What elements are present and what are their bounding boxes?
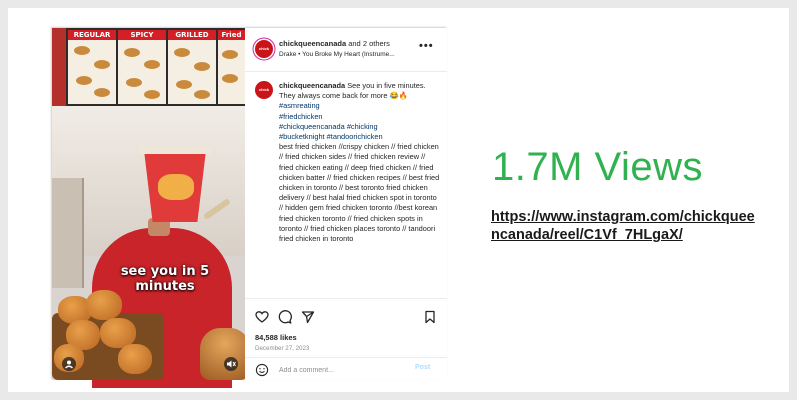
reel-video[interactable] <box>52 28 245 380</box>
audio-track[interactable]: Drake • You Broke My Heart (Instrume... <box>279 51 395 58</box>
menu-board <box>66 28 245 106</box>
likes-count[interactable]: 84,588 likes <box>255 333 297 342</box>
more-icon[interactable]: ••• <box>419 40 434 52</box>
caption-keywords: best fried chicken //crispy chicken // fried chicken // fried chicken sides // fried chicken review // fried chicken eating // deep fried chicken // fried chicken batter // fried chicken recipes // best fried chicken in toronto // best toronto fried chicken delivery // best halal fried chicken spot in toronto // hidden gem fried chicken toronto //best korean fried chicken toronto // fried chicken spots in toronto // fried chicken places toronto // tandoori fried chicken in toronto <box>279 142 440 244</box>
hashtag[interactable]: #tandoorichicken <box>326 132 383 142</box>
post-actions <box>245 298 447 380</box>
comment-row <box>245 357 447 381</box>
fried-chicken-piece <box>86 290 122 320</box>
caption-text: See you in five minutes. They always come back for more 😂🔥 <box>279 81 426 101</box>
bucket-mascot <box>158 174 194 200</box>
heart-icon[interactable] <box>255 310 269 324</box>
menu-panel-regular <box>68 30 116 104</box>
avatar[interactable] <box>255 40 273 69</box>
hashtag[interactable]: #asmreating <box>279 101 320 111</box>
caption-avatar-logo-text: chick queen <box>258 87 270 110</box>
menu-header-fried: Fried <box>218 30 245 40</box>
menu-header-spicy: SPICY <box>118 30 166 40</box>
shelf <box>52 178 84 288</box>
instagram-post <box>51 27 446 379</box>
post-date: December 27, 2023 <box>255 345 310 352</box>
post-header <box>245 28 447 72</box>
left-sign <box>52 28 66 106</box>
bucket-rim <box>138 146 212 154</box>
menu-header-grilled: GRILLED <box>168 30 216 40</box>
video-overlay-text: see you in 5 minutes <box>120 264 210 294</box>
share-icon[interactable] <box>301 310 315 324</box>
tag-user-icon[interactable] <box>62 357 76 371</box>
comment-input[interactable] <box>279 364 409 376</box>
hashtag[interactable]: #chicking <box>346 121 378 131</box>
post-comment-button[interactable]: Post <box>415 364 431 371</box>
menu-panel-grilled <box>168 30 216 104</box>
reel-link[interactable]: https://www.instagram.com/chickqueencanada/reel/C1Vf_7HLgaX/ <box>491 209 755 243</box>
post-details <box>245 28 447 380</box>
views-count: 1.7M Views <box>492 145 704 189</box>
caption <box>279 81 441 244</box>
fried-chicken-piece <box>118 344 152 374</box>
hashtag[interactable]: #friedchicken <box>279 111 323 121</box>
mute-icon[interactable] <box>224 357 238 371</box>
menu-header-regular: REGULAR <box>68 30 116 40</box>
bookmark-icon[interactable] <box>423 310 437 324</box>
header-coauthors[interactable]: and 2 others <box>348 39 390 48</box>
hashtag[interactable]: #bucketknight <box>279 132 325 142</box>
comment-icon[interactable] <box>278 310 292 324</box>
caption-username[interactable]: chickqueencanada <box>279 81 346 90</box>
emoji-icon[interactable] <box>255 363 269 377</box>
menu-panel-spicy <box>118 30 166 104</box>
slide <box>8 8 789 392</box>
caption-avatar[interactable] <box>255 81 273 110</box>
header-username[interactable]: chickqueencanada <box>279 39 347 48</box>
burger <box>200 328 250 380</box>
header-user <box>279 39 390 48</box>
menu-panel-fried <box>218 30 245 104</box>
avatar-logo-text: chick queen <box>258 46 270 69</box>
hashtag[interactable]: #chickqueencanada <box>279 121 345 131</box>
